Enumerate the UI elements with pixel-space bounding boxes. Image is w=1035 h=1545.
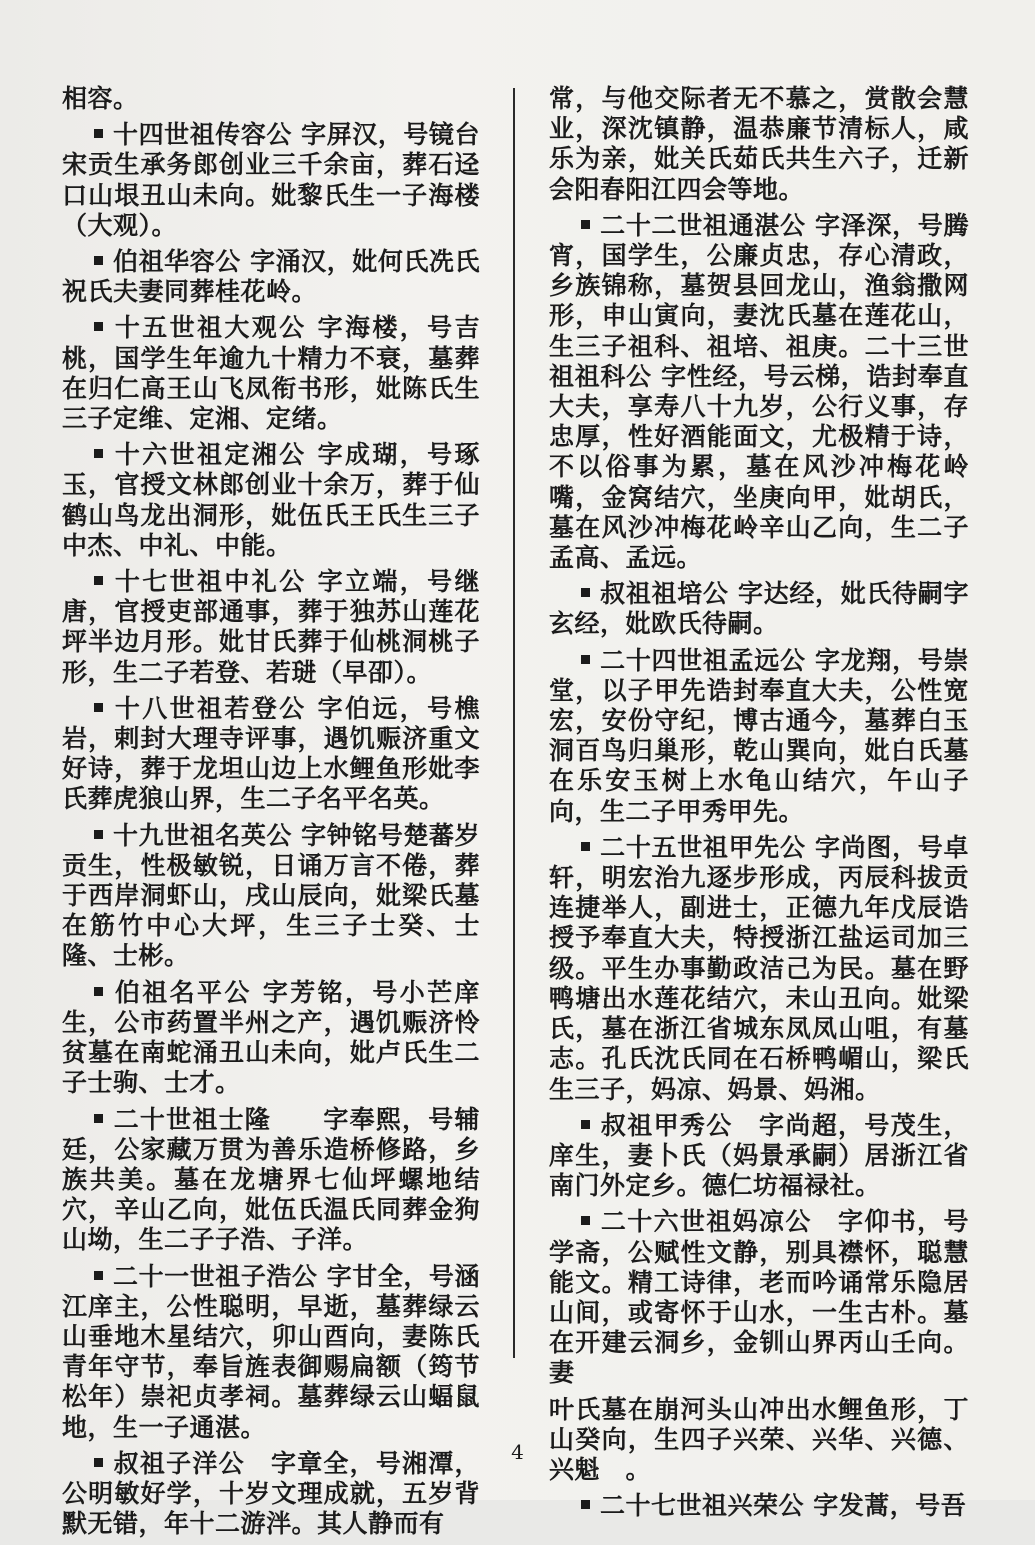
bullet-icon <box>94 1114 103 1123</box>
entry-text: 叶氏墓在崩河头山冲出水鲤鱼形，丁山癸向，生四子兴荣、兴华、兴德、兴魁 。 <box>549 1394 969 1484</box>
bullet-icon <box>581 588 590 597</box>
entry-text: 二十七世祖兴荣公 字发蒿，号吾 <box>600 1491 967 1521</box>
bullet-icon <box>94 987 103 996</box>
genealogy-entry <box>549 211 969 573</box>
entry-text: 十八世祖若登公 字伯远，号樵岩，剌封大理寺评事，遇饥赈济重文好诗，葬于龙坦山边上水鲤鱼形妣李氏葬虎狼山界，生二子名平名英。 <box>62 693 480 814</box>
bullet-icon <box>94 256 103 265</box>
bullet-icon <box>94 449 103 458</box>
page-number: 4 <box>511 1440 524 1464</box>
genealogy-entry <box>62 313 480 434</box>
entry-text: 二十四世祖孟远公 字龙翔，号崇堂，以子甲先诰封奉直大夫，公性宽宏，安份守纪，博古通今，墓葬白玉洞百鸟归巢形，乾山巽向，妣白氏墓在乐安玉树上水龟山结穴，午山子向，生二子甲秀甲先。 <box>549 645 969 826</box>
genealogy-entry <box>62 821 480 972</box>
entry-text: 相容。 <box>62 84 139 113</box>
entry-text: 叔祖子洋公 字章全，号湘潭，公明敏好学，十岁文理成就，五岁背默无错，年十二游泮。其人静而有 <box>62 1448 480 1539</box>
bullet-icon <box>581 842 590 851</box>
entry-text: 常，与他交际者无不慕之，赏散会慧业，深沈镇静，温恭廉节清标人，咸乐为亲，妣关氏茹氏共生六子，迁新会阳春阳江四会等地。 <box>549 84 969 204</box>
entry-text: 二十五世祖甲先公 字尚图，号卓轩，明宏治九逐步形成，丙辰科拔贡连捷举人，副进士，正德九年戊辰诰授予奉直大夫，特授浙江盐运司加三级。平生办事勤政洁己为民。墓在野鸭塘出水莲花结穴，未山丑向。妣梁氏，墓在浙江省城东凤凤山咀，有墓志。孔氏沈氏同在石桥鸭嵋山，梁氏生三子，妈凉、妈景、妈湘。 <box>549 832 969 1104</box>
entry-text: 伯祖华容公 字涌汉，妣何氏冼氏祝氏夫妻同葬桂花岭。 <box>62 247 480 307</box>
bullet-icon <box>94 1271 103 1280</box>
genealogy-entry <box>549 646 969 827</box>
genealogy-entry <box>62 440 480 561</box>
genealogy-entry <box>549 579 969 639</box>
bullet-icon <box>581 220 590 229</box>
bullet-icon <box>94 576 103 585</box>
entry-text: 二十世祖士隆 字奉熙，号辅廷，公家藏万贯为善乐造桥修路，乡族共美。墓在龙塘界七仙坪螺地结穴，辛山乙向，妣伍氏温氏同葬金狗山坳，生二子子浩、子洋。 <box>62 1104 480 1255</box>
genealogy-entry <box>549 833 969 1105</box>
bullet-icon <box>581 1500 590 1509</box>
entry-text: 叔祖祖培公 字达经，妣氏待嗣字玄经，妣欧氏待嗣。 <box>549 579 969 639</box>
genealogy-entry <box>62 978 480 1099</box>
genealogy-entry <box>62 567 480 688</box>
entry-text: 十六世祖定湘公 字成瑚，号琢玉，官授文林郎创业十余万，葬于仙鹤山鸟龙出洞形，妣伍氏王氏生三子中杰、中礼、中能。 <box>62 440 480 560</box>
continued-text <box>62 84 480 114</box>
genealogy-entry <box>62 1105 480 1256</box>
genealogy-entry <box>549 1111 969 1202</box>
genealogy-entry <box>62 120 480 241</box>
entry-text: 叔祖甲秀公 字尚超，号茂生，庠生，妻卜氏（妈景承嗣）居浙江省南门外定乡。德仁坊福禄社。 <box>549 1110 969 1201</box>
entry-text: 伯祖名平公 字芳铭，号小芒庠生，公市药置半州之产，遇饥赈济怜贫墓在南蛇涌丑山未向，妣卢氏生二子士驹、士才。 <box>62 977 480 1098</box>
bullet-icon <box>94 129 103 138</box>
bullet-icon <box>581 1120 590 1129</box>
bullet-icon <box>94 830 103 839</box>
bullet-icon <box>581 655 590 664</box>
entry-text: 十九世祖名英公 字钟铭号楚蕃岁贡生，性极敏锐，日诵万言不倦，葬于西岸洞虾山，戌山辰向，妣梁氏墓在筋竹中心大坪，生三子士癸、士隆、士彬。 <box>62 820 480 971</box>
entry-text: 十七世祖中礼公 字立端，号继唐，官授吏部通事，葬于独苏山莲花坪半边月形。妣甘氏葬于仙桃洞桃子形，生二子若登、若琎（早卲）。 <box>62 567 480 687</box>
right-column <box>549 84 969 1527</box>
entry-text: 二十六世祖妈凉公 字仰书，号学斋，公赋性文静，别具襟怀，聪慧能文。精工诗律，老而吟诵常乐隐居山间，或寄怀于山水，一生古朴。墓在开建云洞乡，金钏山界丙山壬向。妻 <box>549 1207 969 1388</box>
entry-text: 二十一世祖子浩公 字甘全，号涵江庠主，公性聪明，早逝，墓葬绿云山垂地木星结穴，卯山酉向，妻陈氏青年守节，奉旨旌表御赐扁额（筠节松年）崇祀贞孝祠。墓葬绿云山蝠鼠地，生一子通湛。 <box>62 1261 480 1442</box>
column-divider <box>513 88 515 1358</box>
genealogy-entry <box>62 1262 480 1443</box>
entry-text: 十四世祖传容公 字屏汉，号镜台宋贡生承务郎创业三千余亩，葬石迳口山垠丑山未向。妣黎氏生一子海楼（大观）。 <box>62 120 480 240</box>
bullet-icon <box>94 703 103 712</box>
genealogy-entry <box>549 1491 969 1521</box>
bullet-icon <box>94 322 103 331</box>
entry-text: 十五世祖大观公 字海楼，号吉桃，国学生年逾九十精力不衰，墓葬在归仁高王山飞凤衔书形，妣陈氏生三子定维、定湘、定绪。 <box>62 313 480 434</box>
genealogy-entry <box>62 694 480 815</box>
continued-text <box>549 84 969 205</box>
genealogy-entry <box>549 1207 969 1388</box>
genealogy-entry <box>62 247 480 307</box>
bullet-icon <box>581 1216 590 1225</box>
entry-text: 二十二世祖通湛公 字泽深，号腾宵，国学生，公廉贞忠，存心清政，乡族锦称，墓贺县回龙山，渔翁撒网形，申山寅向，妻沈氏墓在莲花山，生三子祖科、祖培、祖庚。二十三世祖祖科公 字性经，号云梯，诰封奉直大夫，享寿八十九岁，公行义事，存忠厚，性好酒能面文，尤极精于诗，不以俗事为累，墓在风沙冲梅花岭嘴，金窝结穴，坐庚向甲，妣胡氏，墓在风沙冲梅花岭辛山乙向，生二子孟高、孟远。 <box>549 210 969 573</box>
left-column <box>62 84 480 1545</box>
